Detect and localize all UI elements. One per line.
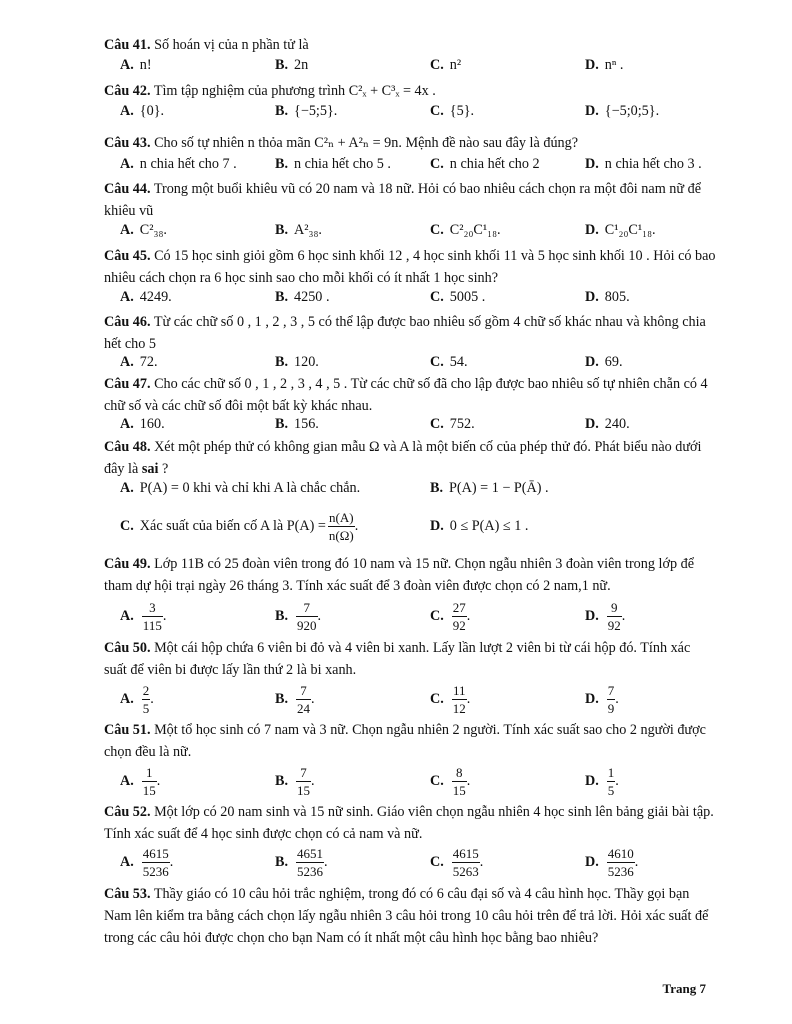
option-b: B. P(A) = 1 − P(Ā) . [430,480,549,496]
option-a: A. {0}. [120,103,165,119]
options-48-row1 [120,480,720,502]
option-c: C. {5}. [430,103,475,119]
option-a: A. 160. [120,416,165,432]
options-50 [120,679,720,719]
option-d: D. 240. [585,416,630,432]
option-b: B. 2n [275,57,309,73]
option-d: D. 69. [585,354,623,370]
option-a: A. $\frac{2}{5}$ . [120,682,154,716]
option-d: D. $\frac{4610}{5236}$ . [585,845,639,879]
option-a: A. C²₃₈. [120,222,167,238]
equation: C²ₓ + C³ₓ = 4x . [348,83,436,99]
option-a: A. $\frac{3}{115}$ . [120,599,167,633]
option-a: A. n! [120,57,152,73]
option-c: C. n² [430,57,462,73]
question-50: Câu 50. Một cái hộp chứa 6 viên bi đỏ và 4 viên bi xanh. Lấy lần lượt 2 viên bi từ cái hộp đó. Tính xác suất để viên bi được lấy lần thứ 2 là bi xanh. [104,640,691,678]
options-45 [120,289,720,311]
options-47 [120,416,720,438]
option-b: B. A²₃₈. [275,222,322,238]
option-b: B. $\frac{4651}{5236}$ . [275,845,328,879]
option-c: C. n chia hết cho 2 [430,156,540,172]
page-number: Trang 7 [662,981,706,996]
option-d: D. nⁿ . [585,57,624,73]
option-d: D. $\frac{9}{92}$ . [585,599,626,633]
option-c: C. Xác suất của biến cố A là P(A) = $\frac{n(A)}{n(\Omega)}$ . [120,509,359,543]
option-a: A. P(A) = 0 khi và chỉ khi A là chắc chắn. [120,480,361,496]
option-b: B. $\frac{7}{920}$ . [275,599,322,633]
question-51: Câu 51. Một tổ học sinh có 7 nam và 3 nữ. Chọn ngẫu nhiên 2 người. Tính xác suất sao cho 2 người được chọn đều là nữ. [104,722,706,760]
option-c: C. 5005 . [430,289,486,305]
option-d: D. $\frac{1}{5}$ . [585,764,619,798]
question-47: Câu 47. Cho các chữ số 0 , 1 , 2 , 3 , 4 , 5 . Từ các chữ số đã cho lập được bao nhiêu số tự nhiên chẵn có 4 chữ số và các chữ số đôi một bất kỳ khác nhau. [104,376,708,414]
option-d: D. C¹₂₀C¹₁₈. [585,222,656,238]
option-b: B. n chia hết cho 5 . [275,156,391,172]
question-45: Câu 45. Có 15 học sinh giỏi gồm 6 học sinh khối 12 , 4 học sinh khối 11 và 5 học sinh khối 10 . Hỏi có bao nhiêu cách chọn ra 6 học sinh sao cho mỗi khối có ít nhất 1 học sinh? [104,248,716,286]
option-a: A. 72. [120,354,158,370]
equation: C²ₙ + A²ₙ = 9n [314,135,399,151]
option-c: C. $\frac{11}{12}$ . [430,682,471,716]
option-d: D. n chia hết cho 3 . [585,156,702,172]
option-a: A. n chia hết cho 7 . [120,156,237,172]
question-46: Câu 46. Từ các chữ số 0 , 1 , 2 , 3 , 5 có thể lập được bao nhiêu số gồm 4 chữ số khác nhau và không chia hết cho 5 [104,314,706,352]
question-text: Số hoán vị của n phần tử là [154,37,309,53]
option-b: B. 4250 . [275,289,330,305]
option-c: C. $\frac{8}{15}$ . [430,764,471,798]
option-c: C. $\frac{27}{92}$ . [430,599,471,633]
option-c: C. 752. [430,416,475,432]
option-a: A. $\frac{1}{15}$ . [120,764,161,798]
question-41: Câu 41. Số hoán vị của n phần tử là [104,37,309,53]
question-43: Câu 43. Cho số tự nhiên n thỏa mãn C²ₙ + A²ₙ = 9n. Mệnh đề nào sau đây là đúng? [104,135,579,151]
options-43 [120,156,720,178]
options-48-row2 [120,506,720,546]
option-d: D. 805. [585,289,630,305]
option-a: A. 4249. [120,289,172,305]
option-b: B. 156. [275,416,319,432]
question-48: Câu 48. Xét một phép thử có không gian mẫu Ω và A là một biến cố của phép thử đó. Phát biểu nào dưới đây là sai ? [104,439,702,477]
options-41 [120,57,720,79]
question-49: Câu 49. Lớp 11B có 25 đoàn viên trong đó 10 nam và 15 nữ. Chọn ngẫu nhiên 3 đoàn viên trong lớp để tham dự hội trại ngày 26 tháng 3. Tính xác suất để 3 đoàn viên được chọn có 2 nam,1 nữ. [104,556,694,594]
option-b: B. {−5;5}. [275,103,338,119]
options-42 [120,103,720,125]
option-b: B. 120. [275,354,319,370]
option-a: A. $\frac{4615}{5236}$ . [120,845,174,879]
option-b: B. $\frac{7}{15}$ . [275,764,315,798]
question-53: Câu 53. Thầy giáo có 10 câu hỏi trắc nghiệm, trong đó có 6 câu đại số và 4 câu hình học. Thầy gọi bạn Nam lên kiểm tra bằng cách chọn lấy ngẫu nhiên 3 câu hỏi trong 10 câu hỏi trên để trả lời. Hỏi xác suất để trong các câu hỏi được chọn cho bạn Nam có ít nhất một câu hình học bằng bao nhiêu? [104,886,709,946]
option-c: C. $\frac{4615}{5263}$ . [430,845,484,879]
question-52: Câu 52. Một lớp có 20 nam sinh và 15 nữ sinh. Giáo viên chọn ngẫu nhiên 4 học sinh lên bảng giải bài tập. Tính xác suất để 4 học sinh được chọn có cả nam và nữ. [104,804,714,842]
options-51 [120,761,720,801]
question-44: Câu 44. Trong một buổi khiêu vũ có 20 nam và 18 nữ. Hỏi có bao nhiêu cách chọn ra một đôi nam nữ để khiêu vũ [104,181,701,219]
option-d: D. {−5;0;5}. [585,103,660,119]
option-d: D. 0 ≤ P(A) ≤ 1 . [430,517,529,534]
options-49 [120,596,720,636]
option-b: B. $\frac{7}{24}$ . [275,682,315,716]
option-c: C. 54. [430,354,468,370]
options-44 [120,222,720,244]
option-d: D. $\frac{7}{9}$ . [585,682,619,716]
question-42: Câu 42. Tìm tập nghiệm của phương trình C²ₓ + C³ₓ = 4x . [104,83,436,99]
option-c: C. C²₂₀C¹₁₈. [430,222,501,238]
options-52 [120,842,720,882]
